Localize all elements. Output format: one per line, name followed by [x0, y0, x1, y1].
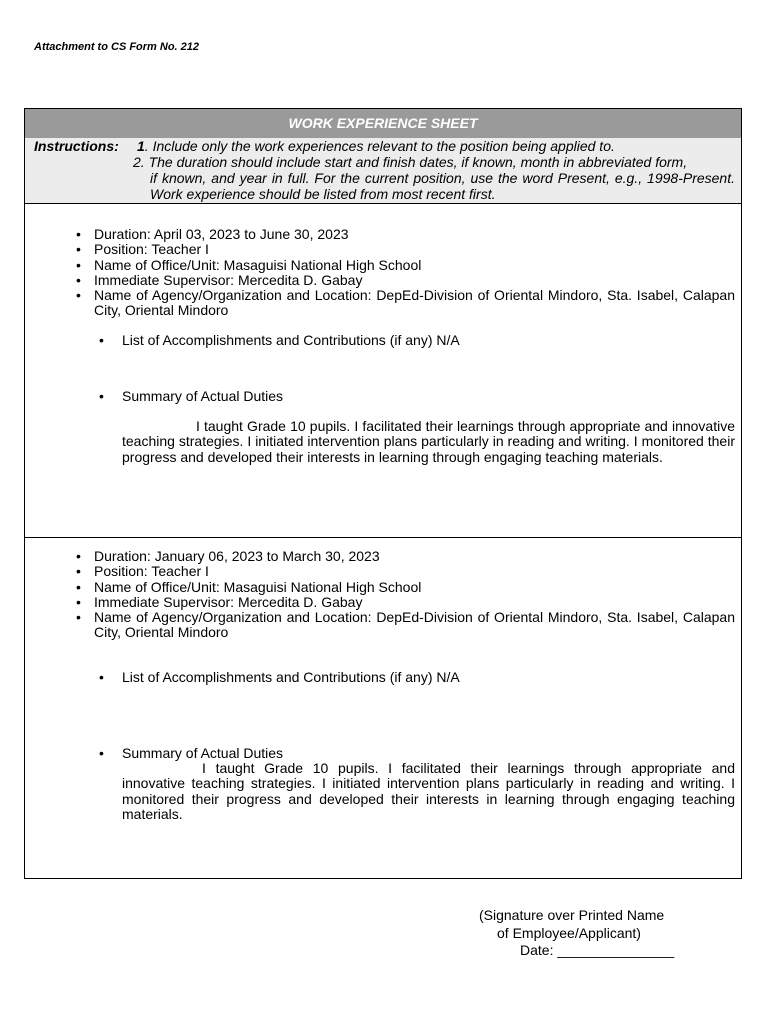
instruction-item-2-text: if known, and year in full. For the current position, use the word Present, e.g., 1998-Present. Work experience should be listed from most recent first. — [150, 170, 735, 202]
instruction-item-2-line1: 2. The duration should include start and finish dates, if known, month in abbreviated form, — [133, 154, 688, 170]
entry-fields — [94, 549, 735, 641]
signature-line-1: (Signature over Printed Name — [479, 907, 665, 923]
entry-fields — [94, 227, 735, 319]
entry-position: • Position: Teacher I — [94, 242, 735, 257]
signature-date: Date: _______________ — [520, 942, 675, 958]
entry-supervisor: • Immediate Supervisor: Mercedita D. Gabay — [94, 595, 735, 610]
instruction-item-1 — [137, 138, 615, 154]
entry-supervisor: • Immediate Supervisor: Mercedita D. Gabay — [94, 273, 735, 288]
sheet-title: WORK EXPERIENCE SHEET — [25, 109, 741, 139]
entry-summary-text — [122, 419, 735, 465]
work-experience-entry — [25, 203, 741, 538]
signature-line-2: of Employee/Applicant) — [497, 925, 641, 941]
entry-accomplishments: • List of Accomplishments and Contributions (if any) N/A — [122, 333, 460, 348]
entry-summary-body: I taught Grade 10 pupils. I facilitated their learnings through appropriate and innovative teaching strategies. I initiated intervention plans particularly in reading and writing. I monitored their progress and developed their interests in learning through engaging teaching materials. — [122, 418, 735, 465]
work-experience-entry — [25, 537, 741, 878]
entry-summary-body: I taught Grade 10 pupils. I facilitated their learnings through appropriate and innovative teaching strategies. I initiated intervention plans particularly in reading and writing. I monitored their progress and developed their interests in learning through engaging teaching materials. — [122, 760, 735, 822]
entry-agency: • Name of Agency/Organization and Location: DepEd-Division of Oriental Mindoro, Sta. Isabel, Calapan City, Oriental Mindoro — [94, 288, 735, 319]
instruction-item-1-text: . Include only the work experiences relevant to the position being applied to. — [144, 138, 615, 154]
instructions-label: Instructions: — [34, 138, 119, 154]
entry-office: • Name of Office/Unit: Masaguisi National High School — [94, 580, 735, 595]
entry-duration: • Duration: January 06, 2023 to March 30, 2023 — [94, 549, 735, 564]
entry-summary-label: • Summary of Actual Duties — [122, 746, 283, 761]
instructions-block — [25, 138, 741, 204]
entry-office: • Name of Office/Unit: Masaguisi National High School — [94, 258, 735, 273]
entry-agency: • Name of Agency/Organization and Location: DepEd-Division of Oriental Mindoro, Sta. Isabel, Calapan City, Oriental Mindoro — [94, 610, 735, 641]
entry-accomplishments: • List of Accomplishments and Contributions (if any) N/A — [122, 670, 460, 685]
attachment-label: Attachment to CS Form No. 212 — [34, 41, 200, 53]
entry-duration: • Duration: April 03, 2023 to June 30, 2023 — [94, 227, 735, 242]
work-experience-sheet — [24, 108, 742, 879]
instruction-item-1-number: 1 — [137, 138, 145, 154]
entry-summary-text — [122, 761, 735, 822]
instruction-item-2 — [133, 154, 735, 202]
entry-position: • Position: Teacher I — [94, 564, 735, 579]
entry-summary-label: • Summary of Actual Duties — [122, 389, 283, 404]
